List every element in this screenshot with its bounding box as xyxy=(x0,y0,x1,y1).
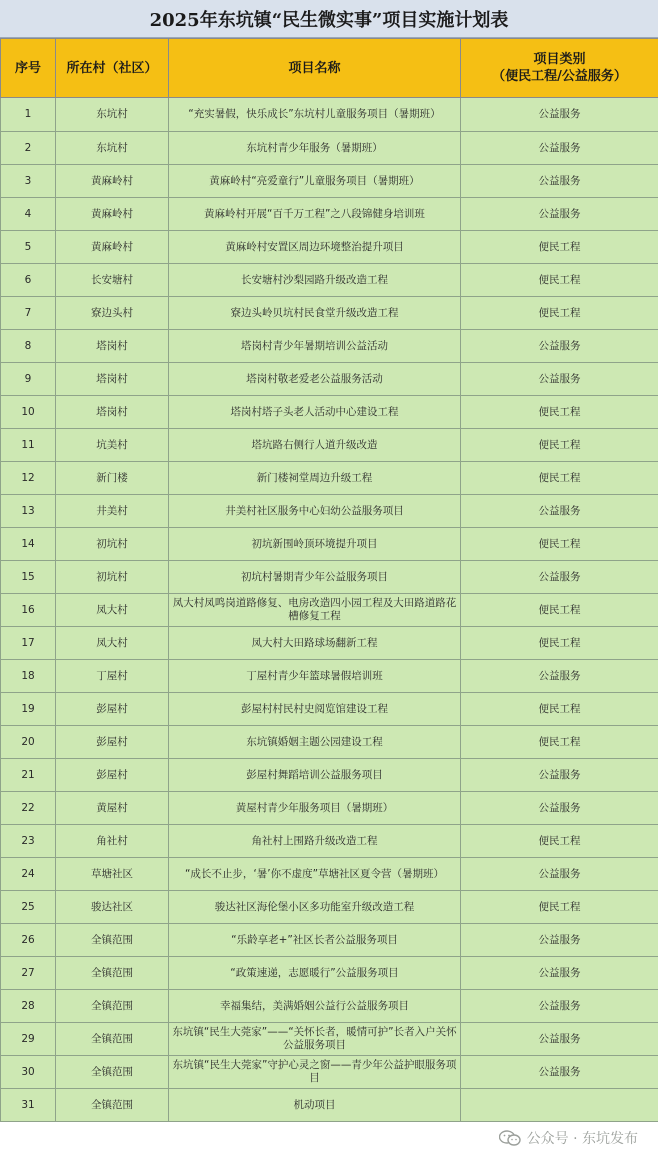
cell-no: 4 xyxy=(1,198,56,231)
table-row xyxy=(1,990,658,1023)
header-village: 所在村（社区） xyxy=(56,39,169,98)
table-row xyxy=(1,495,658,528)
cell-type: 便民工程 xyxy=(461,297,658,330)
cell-village: 坑美村 xyxy=(56,429,169,462)
table-row xyxy=(1,363,658,396)
table-row xyxy=(1,264,658,297)
table-row xyxy=(1,627,658,660)
cell-no: 16 xyxy=(1,594,56,627)
table-row xyxy=(1,98,658,132)
cell-village: 全镇范围 xyxy=(56,1056,169,1089)
cell-no: 12 xyxy=(1,462,56,495)
cell-village: 凤大村 xyxy=(56,627,169,660)
header-type-line2: （便民工程/公益服务） xyxy=(492,69,627,84)
wechat-icon xyxy=(499,1130,521,1146)
table-row xyxy=(1,858,658,891)
cell-name: “充实暑假，快乐成长”东坑村儿童服务项目（暑期班） xyxy=(169,98,461,132)
table-row xyxy=(1,660,658,693)
cell-village: 全镇范围 xyxy=(56,1023,169,1056)
header-row xyxy=(1,39,658,98)
table-row xyxy=(1,594,658,627)
cell-name: 东坑镇“民生大莞家”——“关怀长者，暖情可护”长者入户关怀公益服务项目 xyxy=(169,1023,461,1056)
cell-no: 5 xyxy=(1,231,56,264)
table-row xyxy=(1,330,658,363)
cell-village: 全镇范围 xyxy=(56,924,169,957)
cell-type xyxy=(461,1089,658,1122)
cell-name: 凤大村凤鸣岗道路修复、电房改造四小园工程及大田路道路花槽修复工程 xyxy=(169,594,461,627)
cell-village: 东坑村 xyxy=(56,132,169,165)
table-row xyxy=(1,429,658,462)
cell-name: “政策速递，志愿暖行”公益服务项目 xyxy=(169,957,461,990)
cell-name: 凤大村大田路球场翻新工程 xyxy=(169,627,461,660)
cell-name: “乐龄享老+”社区长者公益服务项目 xyxy=(169,924,461,957)
cell-village: 彭屋村 xyxy=(56,759,169,792)
table-row xyxy=(1,165,658,198)
table-row xyxy=(1,792,658,825)
cell-no: 15 xyxy=(1,561,56,594)
cell-type: 便民工程 xyxy=(461,429,658,462)
cell-type: 便民工程 xyxy=(461,627,658,660)
header-type xyxy=(461,39,658,98)
cell-no: 11 xyxy=(1,429,56,462)
cell-name: 初坑村暑期青少年公益服务项目 xyxy=(169,561,461,594)
cell-name: 长安塘村沙梨园路升级改造工程 xyxy=(169,264,461,297)
table-body xyxy=(1,98,658,1122)
cell-village: 新门楼 xyxy=(56,462,169,495)
table-row xyxy=(1,726,658,759)
cell-village: 塔岗村 xyxy=(56,363,169,396)
cell-no: 2 xyxy=(1,132,56,165)
table-row xyxy=(1,198,658,231)
cell-village: 凤大村 xyxy=(56,594,169,627)
cell-no: 20 xyxy=(1,726,56,759)
cell-type: 公益服务 xyxy=(461,198,658,231)
cell-name: 塔岗村青少年暑期培训公益活动 xyxy=(169,330,461,363)
cell-name: 井美村社区服务中心妇幼公益服务项目 xyxy=(169,495,461,528)
cell-name: 幸福集结，美满婚姻公益行公益服务项目 xyxy=(169,990,461,1023)
cell-name: 塔坑路右侧行人道升级改造 xyxy=(169,429,461,462)
cell-no: 6 xyxy=(1,264,56,297)
cell-no: 22 xyxy=(1,792,56,825)
cell-type: 便民工程 xyxy=(461,396,658,429)
cell-type: 便民工程 xyxy=(461,726,658,759)
cell-no: 23 xyxy=(1,825,56,858)
cell-village: 草塘社区 xyxy=(56,858,169,891)
table-row xyxy=(1,231,658,264)
table-row xyxy=(1,396,658,429)
cell-type: 便民工程 xyxy=(461,462,658,495)
cell-name: 机动项目 xyxy=(169,1089,461,1122)
table-row xyxy=(1,825,658,858)
header-name: 项目名称 xyxy=(169,39,461,98)
cell-name: 彭屋村村民村史阅览馆建设工程 xyxy=(169,693,461,726)
table-row xyxy=(1,1023,658,1056)
cell-village: 骏达社区 xyxy=(56,891,169,924)
cell-name: 寮边头岭贝坑村民食堂升级改造工程 xyxy=(169,297,461,330)
cell-type: 公益服务 xyxy=(461,759,658,792)
cell-no: 18 xyxy=(1,660,56,693)
cell-no: 14 xyxy=(1,528,56,561)
cell-type: 便民工程 xyxy=(461,594,658,627)
cell-type: 便民工程 xyxy=(461,891,658,924)
cell-no: 26 xyxy=(1,924,56,957)
cell-no: 9 xyxy=(1,363,56,396)
cell-type: 公益服务 xyxy=(461,363,658,396)
table-row xyxy=(1,924,658,957)
cell-name: 新门楼祠堂周边升级工程 xyxy=(169,462,461,495)
cell-name: 黄麻岭村开展“百千万工程”之八段锦健身培训班 xyxy=(169,198,461,231)
cell-no: 25 xyxy=(1,891,56,924)
cell-type: 便民工程 xyxy=(461,264,658,297)
cell-type: 公益服务 xyxy=(461,924,658,957)
cell-name: 黄麻岭村“亮爱童行”儿童服务项目（暑期班） xyxy=(169,165,461,198)
cell-no: 13 xyxy=(1,495,56,528)
cell-name: 彭屋村舞蹈培训公益服务项目 xyxy=(169,759,461,792)
header-type-line1: 项目类别 xyxy=(533,52,586,67)
table-row xyxy=(1,1056,658,1089)
table-row xyxy=(1,1089,658,1122)
cell-village: 全镇范围 xyxy=(56,1089,169,1122)
cell-village: 东坑村 xyxy=(56,98,169,132)
cell-type: 便民工程 xyxy=(461,231,658,264)
cell-name: 东坑镇“民生大莞家”守护心灵之窗——青少年公益护眼服务项目 xyxy=(169,1056,461,1089)
cell-no: 24 xyxy=(1,858,56,891)
cell-name: 东坑村青少年服务（暑期班） xyxy=(169,132,461,165)
cell-type: 公益服务 xyxy=(461,132,658,165)
cell-no: 31 xyxy=(1,1089,56,1122)
table-row xyxy=(1,561,658,594)
cell-no: 19 xyxy=(1,693,56,726)
table-row xyxy=(1,462,658,495)
cell-type: 公益服务 xyxy=(461,330,658,363)
cell-no: 30 xyxy=(1,1056,56,1089)
cell-no: 1 xyxy=(1,98,56,132)
table-row xyxy=(1,693,658,726)
cell-type: 公益服务 xyxy=(461,98,658,132)
cell-no: 3 xyxy=(1,165,56,198)
table-row xyxy=(1,891,658,924)
cell-name: 塔岗村塔子头老人活动中心建设工程 xyxy=(169,396,461,429)
cell-village: 黄麻岭村 xyxy=(56,231,169,264)
cell-village: 初坑村 xyxy=(56,561,169,594)
cell-type: 公益服务 xyxy=(461,1023,658,1056)
cell-no: 28 xyxy=(1,990,56,1023)
table-row xyxy=(1,132,658,165)
table-row xyxy=(1,297,658,330)
cell-type: 公益服务 xyxy=(461,495,658,528)
cell-name: 黄麻岭村安置区周边环境整治提升项目 xyxy=(169,231,461,264)
cell-village: 塔岗村 xyxy=(56,396,169,429)
cell-village: 黄麻岭村 xyxy=(56,165,169,198)
cell-type: 公益服务 xyxy=(461,561,658,594)
cell-village: 井美村 xyxy=(56,495,169,528)
cell-name: “成长不止步，‘暑’你不虚度”草塘社区夏令营（暑期班） xyxy=(169,858,461,891)
cell-village: 角社村 xyxy=(56,825,169,858)
cell-village: 黄麻岭村 xyxy=(56,198,169,231)
header-no: 序号 xyxy=(1,39,56,98)
cell-no: 8 xyxy=(1,330,56,363)
cell-village: 彭屋村 xyxy=(56,693,169,726)
cell-no: 10 xyxy=(1,396,56,429)
cell-type: 公益服务 xyxy=(461,660,658,693)
table-row xyxy=(1,528,658,561)
cell-no: 21 xyxy=(1,759,56,792)
cell-type: 公益服务 xyxy=(461,792,658,825)
cell-no: 7 xyxy=(1,297,56,330)
cell-name: 塔岗村敬老爱老公益服务活动 xyxy=(169,363,461,396)
table-row xyxy=(1,957,658,990)
cell-village: 黄屋村 xyxy=(56,792,169,825)
cell-type: 便民工程 xyxy=(461,693,658,726)
cell-type: 公益服务 xyxy=(461,858,658,891)
cell-village: 全镇范围 xyxy=(56,957,169,990)
cell-type: 公益服务 xyxy=(461,165,658,198)
cell-village: 长安塘村 xyxy=(56,264,169,297)
cell-name: 初坑新围岭顶环境提升项目 xyxy=(169,528,461,561)
cell-name: 黄屋村青少年服务项目（暑期班） xyxy=(169,792,461,825)
cell-no: 17 xyxy=(1,627,56,660)
watermark-text: 公众号 · 东坑发布 xyxy=(526,1131,638,1147)
cell-no: 27 xyxy=(1,957,56,990)
cell-village: 全镇范围 xyxy=(56,990,169,1023)
cell-village: 塔岗村 xyxy=(56,330,169,363)
table-row xyxy=(1,759,658,792)
cell-type: 便民工程 xyxy=(461,528,658,561)
cell-type: 公益服务 xyxy=(461,990,658,1023)
cell-no: 29 xyxy=(1,1023,56,1056)
cell-name: 骏达社区海伦堡小区多功能室升级改造工程 xyxy=(169,891,461,924)
cell-village: 彭屋村 xyxy=(56,726,169,759)
cell-village: 丁屋村 xyxy=(56,660,169,693)
watermark xyxy=(499,1128,638,1148)
cell-type: 公益服务 xyxy=(461,1056,658,1089)
table-title: 2025年东坑镇“民生微实事”项目实施计划表 xyxy=(0,0,658,38)
cell-name: 角社村上围路升级改造工程 xyxy=(169,825,461,858)
project-table xyxy=(0,38,658,1122)
cell-type: 公益服务 xyxy=(461,957,658,990)
cell-name: 丁屋村青少年篮球暑假培训班 xyxy=(169,660,461,693)
cell-village: 初坑村 xyxy=(56,528,169,561)
cell-type: 便民工程 xyxy=(461,825,658,858)
cell-village: 寮边头村 xyxy=(56,297,169,330)
cell-name: 东坑镇婚姻主题公园建设工程 xyxy=(169,726,461,759)
